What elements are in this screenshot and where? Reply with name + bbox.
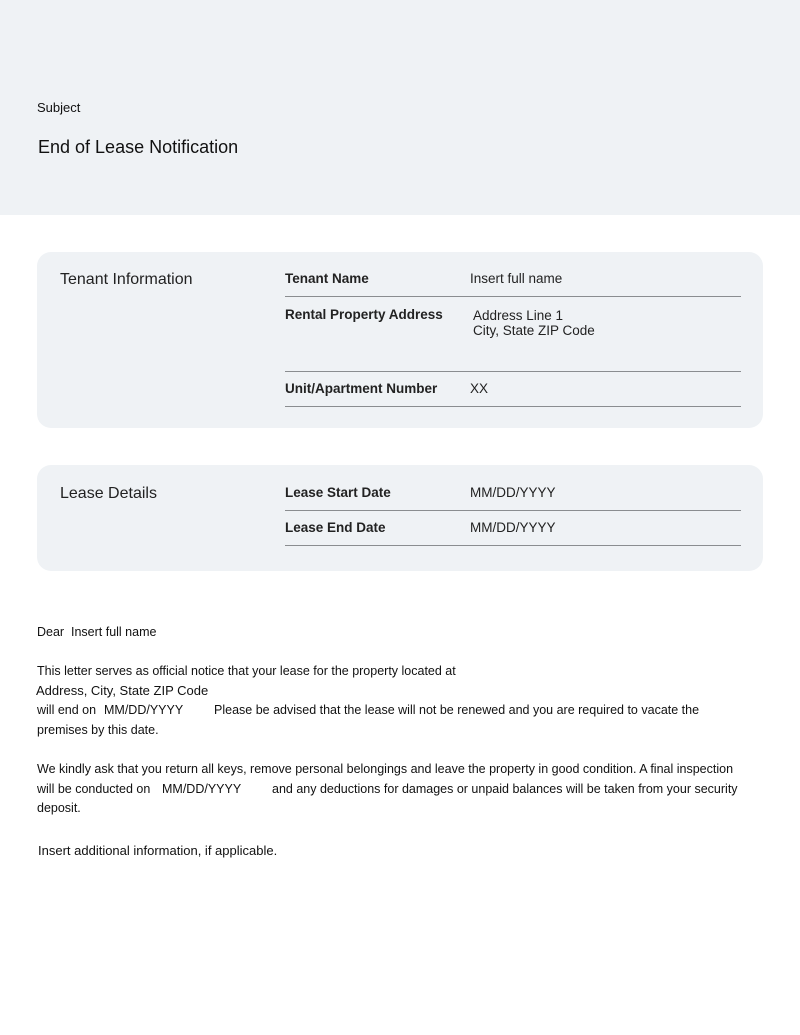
- tenant-name-field[interactable]: Insert full name: [470, 271, 563, 286]
- address-line1-field[interactable]: Address Line 1: [473, 308, 564, 323]
- end-date-field[interactable]: MM/DD/YYYY: [104, 703, 184, 717]
- subject-label: Subject: [37, 100, 81, 115]
- lease-details-card: [37, 465, 763, 571]
- property-address-field[interactable]: Address, City, State ZIP Code: [36, 683, 209, 698]
- lease-end-label: Lease End Date: [285, 520, 386, 535]
- paragraph2-line1: We kindly ask that you return all keys, remove personal belongings and leave the property in good condition. A final inspection: [37, 762, 734, 776]
- rental-address-label: Rental Property Address: [285, 307, 443, 322]
- divider: [285, 510, 741, 511]
- paragraph2-line3: deposit.: [37, 801, 81, 815]
- divider: [285, 545, 741, 546]
- divider: [285, 371, 741, 372]
- additional-info-field[interactable]: Insert additional information, if applicable.: [38, 843, 278, 858]
- will-end-text: will end on: [37, 703, 97, 717]
- lease-start-label: Lease Start Date: [285, 485, 391, 500]
- lease-end-field[interactable]: MM/DD/YYYY: [470, 520, 556, 535]
- divider: [285, 296, 741, 297]
- divider: [285, 406, 741, 407]
- paragraph2-rest: and any deductions for damages or unpaid balances will be taken from your security: [272, 782, 738, 796]
- subject-header: [0, 0, 800, 215]
- tenant-name-label: Tenant Name: [285, 271, 369, 286]
- inspection-date-field[interactable]: MM/DD/YYYY: [162, 782, 242, 796]
- lease-start-field[interactable]: MM/DD/YYYY: [470, 485, 556, 500]
- unit-number-field[interactable]: XX: [470, 381, 489, 396]
- unit-number-label: Unit/Apartment Number: [285, 381, 438, 396]
- subject-field[interactable]: End of Lease Notification: [38, 137, 239, 157]
- tenant-information-title: Tenant Information: [60, 271, 193, 288]
- paragraph1-line1: This letter serves as official notice that your lease for the property located at: [37, 664, 456, 678]
- paragraph1-line4: premises by this date.: [37, 723, 159, 737]
- greeting: Dear: [37, 625, 65, 639]
- conducted-text: will be conducted on: [37, 782, 151, 796]
- address-line2-field[interactable]: City, State ZIP Code: [473, 323, 595, 338]
- paragraph1-rest: Please be advised that the lease will not be renewed and you are required to vacate the: [214, 703, 700, 717]
- greeting-name-field[interactable]: Insert full name: [71, 625, 157, 639]
- lease-details-title: Lease Details: [60, 485, 157, 502]
